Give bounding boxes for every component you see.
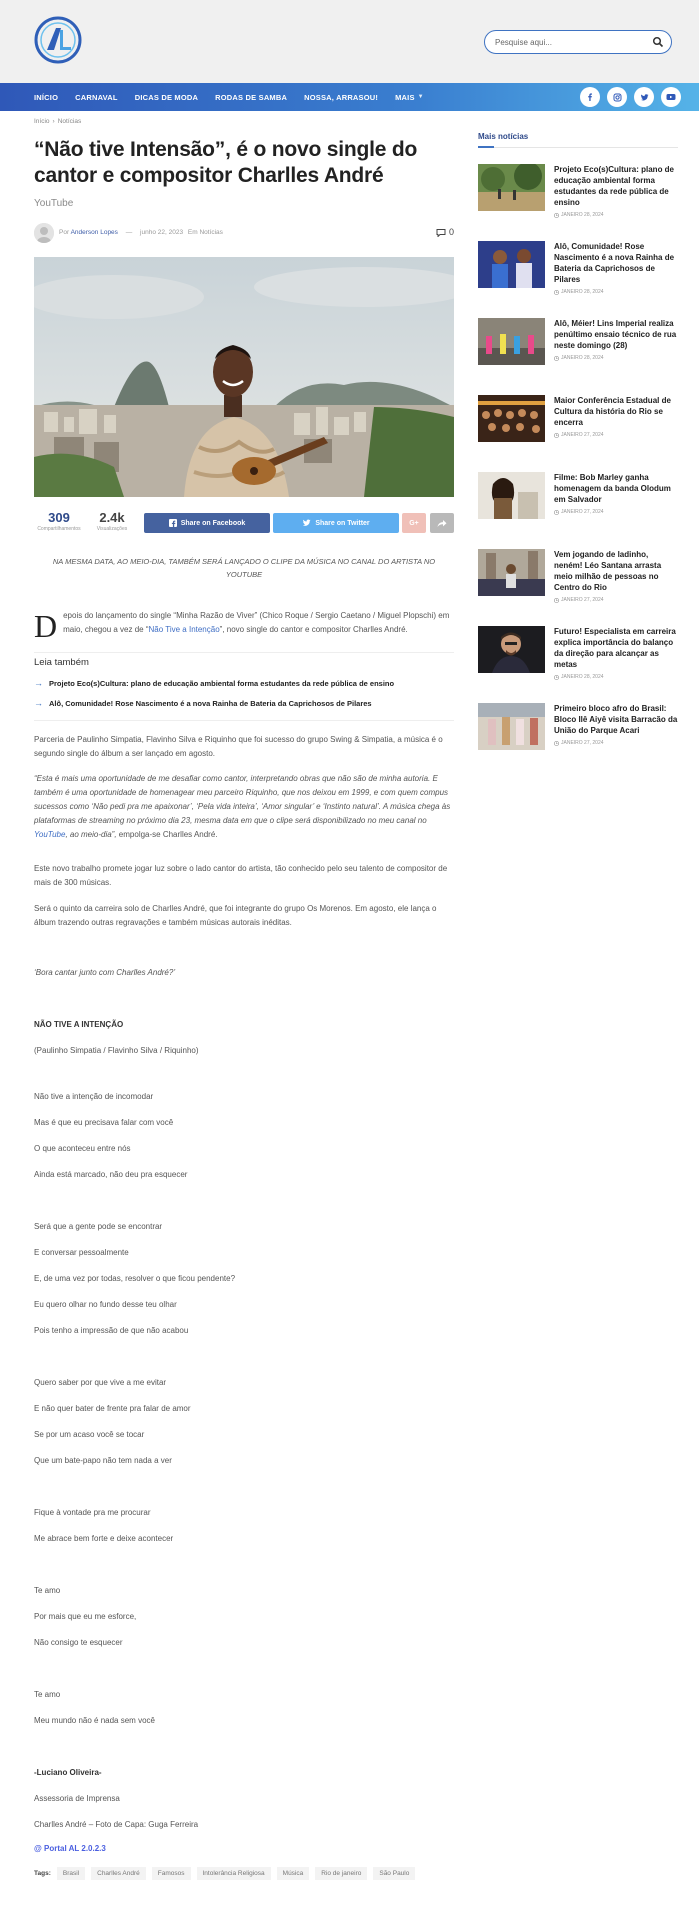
sidebar-more-news [478, 132, 678, 764]
search-box[interactable] [484, 30, 672, 54]
article [34, 118, 454, 1880]
tag[interactable]: Brasil [57, 1867, 85, 1880]
news-headline[interactable]: Filme: Bob Marley ganha homenagem da banda Olodum em Salvador [554, 473, 671, 504]
facebook-icon[interactable] [580, 87, 600, 107]
sidebar-news-item[interactable] [478, 610, 678, 687]
instagram-icon[interactable] [607, 87, 627, 107]
breadcrumb-home[interactable]: Início [34, 118, 50, 125]
related-item-label: Projeto Eco(s)Cultura: plano de educação ambiental forma estudantes da rede pública de ensino [49, 678, 395, 688]
clock-icon [554, 741, 559, 746]
news-thumbnail[interactable] [478, 626, 545, 673]
quote-text: “Esta é mais uma oportunidade de me desafiar como cantor, interpretando obras que não são de minha autoria. E também é uma oportunidade de homenagear meu parceiro Riquinho, que nos deixou em 1999, e com quem compus sucessos como ‘Não pedi pra me apaixonar’, ‘Pela vida inteira’, ‘Amor singular’ e ‘Instinto natural’. A música chega às plataformas de streaming no próximo dia 23, mesma data em que o clipe será disponibilizado no meu canal no [34, 774, 451, 825]
clock-icon [554, 213, 559, 218]
lyrics-stanza [34, 1090, 454, 1182]
featured-image [34, 257, 454, 497]
news-date [554, 509, 678, 515]
share-twitter-label: Share on Twitter [315, 519, 370, 527]
clock-icon [554, 598, 559, 603]
lyric-line: O que aconteceu entre nós [34, 1144, 131, 1153]
song-lyrics [34, 1090, 454, 1728]
clock-icon [554, 356, 559, 361]
category-link[interactable]: Notícias [199, 229, 223, 236]
chevron-down-icon: ▼ [417, 94, 424, 100]
site-header [0, 0, 699, 83]
breadcrumb-separator: › [52, 118, 55, 125]
tag[interactable]: Famosos [152, 1867, 191, 1880]
lyric-line: Mas é que eu precisava falar com você [34, 1118, 174, 1127]
lyric-line: Será que a gente pode se encontrar [34, 1222, 163, 1231]
portal-link[interactable]: @ Portal AL 2.0.2.3 [34, 1844, 106, 1853]
share-facebook-button[interactable] [144, 513, 270, 533]
news-date-text: JANEIRO 27, 2024 [561, 432, 604, 438]
news-date-text: JANEIRO 27, 2024 [561, 509, 604, 515]
news-headline[interactable]: Projeto Eco(s)Cultura: plano de educação ambiental forma estudantes da rede pública de ensino [554, 165, 675, 207]
meta-by: Por [59, 229, 70, 236]
publish-date: junho 22, 2023 [140, 229, 184, 236]
arrow-right-icon: → [34, 698, 43, 708]
share-bar [34, 510, 454, 537]
paragraph: Este novo trabalho promete jogar luz sobre o lado cantor do artista, tão conhecido pelo seu talento de compositor de mais de 300 músicas. [34, 864, 448, 887]
news-date-text: JANEIRO 28, 2024 [561, 355, 604, 361]
comment-icon [436, 228, 446, 237]
nav-item-inicio[interactable]: INÍCIO [34, 92, 59, 102]
clock-icon [554, 433, 559, 438]
share-arrow-icon [437, 519, 447, 528]
twitter-icon[interactable] [634, 87, 654, 107]
related-item-label: Alô, Comunidade! Rose Nascimento é a nova Rainha de Bateria da Caprichosos de Pilares [49, 698, 372, 708]
news-thumbnail[interactable] [478, 164, 545, 211]
article-title: “Não tive Intensão”, é o novo single do cantor e compositor Charlles André [34, 138, 418, 187]
sidebar-news-item[interactable] [478, 456, 678, 533]
lyrics-stanza [34, 1220, 454, 1286]
shares-label: Compartilhamentos [37, 526, 81, 532]
related-item[interactable] [34, 698, 454, 708]
sidebar-news-item[interactable] [478, 225, 678, 302]
news-headline[interactable]: Alô, Méier! Lins Imperial realiza penúltimo ensaio técnico de rua neste domingo (28) [554, 319, 677, 350]
related-item[interactable] [34, 678, 454, 688]
news-thumbnail[interactable] [478, 549, 545, 596]
lead-text-after: ”, novo single do cantor e compositor Charlles André. [219, 625, 408, 634]
drop-cap: D [34, 608, 58, 644]
related-articles [34, 652, 454, 721]
share-google-plus-button[interactable] [402, 513, 426, 533]
lyric-line: Quero saber por que vive a me evitar [34, 1378, 167, 1387]
lyrics-stanza [34, 1688, 454, 1728]
lyric-line: Fique à vontade pra me procurar [34, 1508, 151, 1517]
artist-quote [34, 772, 454, 842]
search-icon[interactable] [652, 36, 664, 48]
news-headline[interactable]: Primeiro bloco afro do Brasil: Bloco Ilê Aiyê visita Barracão da União do Parque Acari [554, 704, 678, 735]
arrow-right-icon: → [34, 678, 43, 688]
article-meta [34, 223, 454, 243]
shares-stat [34, 510, 84, 532]
share-facebook-label: Share on Facebook [180, 519, 246, 527]
news-date-text: JANEIRO 27, 2024 [561, 740, 604, 746]
lyric-line: Meu mundo não é nada sem você [34, 1716, 155, 1725]
nav-item-mais-label: MAIS [395, 92, 415, 102]
lyrics-stanza [34, 1506, 454, 1546]
lyric-line: E não quer bater de frente pra falar de amor [34, 1404, 191, 1413]
author-link[interactable]: Anderson Lopes [70, 229, 118, 236]
nav-item-mais[interactable] [395, 93, 424, 102]
quote-attribution: empolga-se Charlles André. [116, 830, 218, 839]
signature: -Luciano Oliveira- [34, 1768, 102, 1777]
author-avatar[interactable] [34, 223, 54, 243]
lyrics-stanza [34, 1298, 454, 1338]
news-headline[interactable]: Alô, Comunidade! Rose Nascimento é a nova Rainha de Bateria da Caprichosos de Pilares [554, 242, 675, 284]
shares-count: 309 [48, 510, 70, 525]
tag[interactable]: Charlles André [91, 1867, 146, 1880]
lyric-line: E conversar pessoalmente [34, 1248, 129, 1257]
meta-in: Em [187, 229, 198, 236]
search-input[interactable] [495, 35, 645, 49]
nav-item-carnaval[interactable]: CARNAVAL [75, 92, 118, 102]
article-subtitle: YouTube [34, 198, 74, 209]
related-title: Leia também [34, 657, 89, 668]
lyric-line: Pois tenho a impressão de que não acabou [34, 1326, 189, 1335]
youtube-link[interactable]: YouTube [34, 830, 66, 839]
lyric-line: Me abrace bem forte e deixe acontecer [34, 1534, 174, 1543]
news-date [554, 432, 678, 438]
news-date [554, 212, 678, 218]
lyric-line: Não tive a intenção de incomodar [34, 1092, 154, 1101]
quote-text-end: , ao meio-dia”, [65, 830, 117, 839]
image-caption: NA MESMA DATA, AO MEIO-DIA, TAMBÉM SERÁ LANÇADO O CLIPE DA MÚSICA NO CANAL DO ARTISTA NO YOUTUBE [52, 557, 436, 579]
lyric-line: E, de uma vez por todas, resolver o que ficou pendente? [34, 1274, 236, 1283]
clock-icon [554, 510, 559, 515]
google-plus-icon: G+ [409, 519, 419, 527]
tag[interactable]: Música [277, 1867, 310, 1880]
lyric-line: Eu quero olhar no fundo desse teu olhar [34, 1300, 177, 1309]
lyric-line: Que um bate-papo não tem nada a ver [34, 1456, 172, 1465]
share-twitter-button[interactable] [273, 513, 399, 533]
song-credits: (Paulinho Simpatia / Flavinho Silva / Riquinho) [34, 1046, 199, 1055]
news-headline[interactable]: Maior Conferência Estadual de Cultura da história do Rio se encerra [554, 396, 671, 427]
tag[interactable]: Intolerância Religiosa [197, 1867, 271, 1880]
youtube-icon[interactable] [661, 87, 681, 107]
lyric-line: Te amo [34, 1690, 61, 1699]
comments-count[interactable] [436, 227, 454, 237]
news-date-text: JANEIRO 28, 2024 [561, 674, 604, 680]
sidebar-news-item[interactable] [478, 148, 678, 225]
news-thumbnail[interactable] [478, 318, 545, 365]
news-date [554, 289, 678, 295]
main-nav [0, 83, 699, 111]
lyric-line: Se por um acaso você se tocar [34, 1430, 145, 1439]
news-date-text: JANEIRO 28, 2024 [561, 212, 604, 218]
nav-item-dicas-de-moda[interactable]: DICAS DE MODA [134, 92, 199, 102]
paragraph: Parceria de Paulinho Simpatia, Flavinho Silva e Riquinho que foi sucesso do grupo Swing & Simpatia, a música é o segundo single do álbum a ser lançado em agosto. [34, 735, 443, 758]
lyric-line: Não consigo te esquecer [34, 1638, 123, 1647]
meta-dash: — [125, 229, 133, 236]
press-office: Assessoria de Imprensa [34, 1794, 120, 1803]
article-lead [34, 608, 454, 644]
news-date [554, 355, 678, 361]
news-date [554, 597, 678, 603]
tag[interactable]: Rio de janeiro [315, 1867, 367, 1880]
news-date-text: JANEIRO 27, 2024 [561, 597, 604, 603]
facebook-icon [169, 519, 177, 527]
paragraph: Será o quinto da carreira solo de Charlles André, que foi integrante do grupo Os Morenos. Em agosto, ele lança o álbum trazendo outras regravações e também músicas autorais inéditas. [34, 904, 437, 927]
lyric-line: Ainda está marcado, não deu pra esquecer [34, 1170, 188, 1179]
news-headline[interactable]: Vem jogando de ladinho, neném! Léo Santana arrasta meio milhão de pessoas no Centro do Rio [554, 550, 662, 592]
sidebar-title: Mais notícias [478, 132, 678, 148]
comments-count-value: 0 [448, 227, 454, 237]
nav-item-nossa-arrasou[interactable]: NOSSA, ARRASOU! [304, 92, 379, 102]
views-stat [90, 510, 134, 532]
share-more-button[interactable] [430, 513, 454, 533]
invite-text: ‘Bora cantar junto com Charlles André?’ [34, 968, 176, 977]
lead-text-before: epois do lançamento do single “Minha Razão de Viver” (Chico Roque / Sergio Caetano / Miguel Plopschi) em maio, chegou a vez de “ [63, 611, 450, 634]
news-date-text: JANEIRO 28, 2024 [561, 289, 604, 295]
clock-icon [554, 290, 559, 295]
lyric-line: Te amo [34, 1586, 61, 1595]
breadcrumb [34, 118, 454, 125]
news-date [554, 674, 678, 680]
news-thumbnail[interactable] [478, 395, 545, 442]
lyric-line: Por mais que eu me esforce, [34, 1612, 137, 1621]
nav-item-rodas-de-samba[interactable]: RODAS DE SAMBA [215, 92, 288, 102]
single-link[interactable]: Não Tive a Intenção [148, 625, 220, 634]
news-thumbnail[interactable] [478, 472, 545, 519]
news-thumbnail[interactable] [478, 703, 545, 750]
views-label: Visualizações [96, 526, 128, 532]
news-thumbnail[interactable] [478, 241, 545, 288]
tags-label: Tags: [34, 1870, 51, 1877]
news-date [554, 740, 678, 746]
twitter-icon [302, 519, 311, 527]
tags [34, 1867, 454, 1880]
sidebar-news-item[interactable] [478, 687, 678, 764]
sidebar-news-item[interactable] [478, 379, 678, 456]
sidebar-news-item[interactable] [478, 533, 678, 610]
news-headline[interactable]: Futuro! Especialista em carreira explica importância do balanço da direção para alcançar as metas [554, 627, 676, 669]
photo-credit: Charlles André – Foto de Capa: Guga Ferreira [34, 1820, 199, 1829]
clock-icon [554, 675, 559, 680]
breadcrumb-section[interactable]: Notícias [57, 118, 82, 125]
tag[interactable]: São Paulo [373, 1867, 415, 1880]
lyrics-stanza [34, 1376, 454, 1468]
portal-al-logo[interactable] [34, 16, 82, 64]
sidebar-news-item[interactable] [478, 302, 678, 379]
lyrics-stanza [34, 1584, 454, 1650]
views-count: 2.4k [99, 510, 125, 525]
song-title: NÃO TIVE A INTENÇÃO [34, 1020, 124, 1029]
